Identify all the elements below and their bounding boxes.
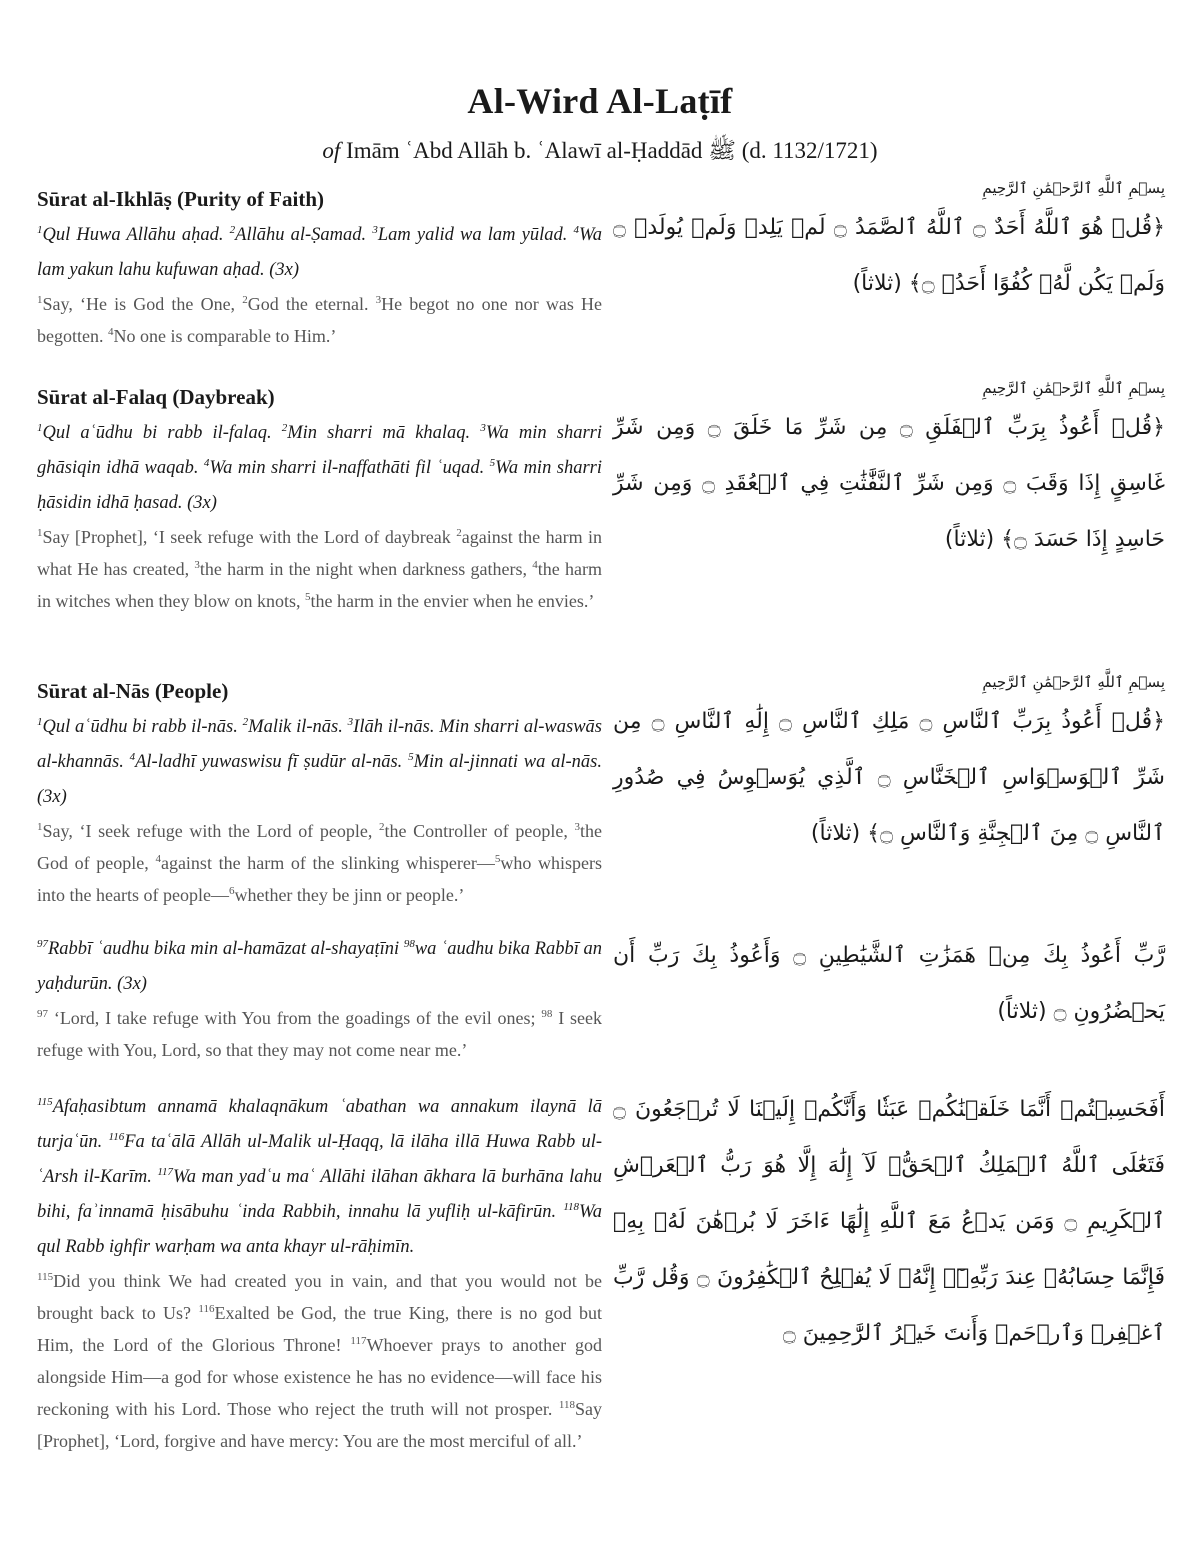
translation-verse: Whoever prays to another god alongside Him—a god for whose existence he has no evidence—will face his reckoning with his Lord. Those who reject the truth will not prosper. (37, 1335, 602, 1419)
verse-number: 2 (229, 223, 236, 236)
translation-verse: against the harm in what He has created, (37, 527, 603, 579)
translation-verse: Say, ‘He is God the One, (42, 294, 243, 314)
translit-verse: Min sharri mā khalaq. (287, 423, 481, 443)
transliteration (37, 1090, 602, 1265)
section-falaq-left (37, 382, 602, 617)
translation-verse: I seek refuge with You, Lord, so that they may not come near me.’ (37, 1008, 602, 1060)
translation (37, 815, 602, 911)
verse-number: 5 (304, 591, 311, 603)
translit-verse: Wa man yadʿu maʿ Allāhi ilāhan ākhara lā burhāna lahu bihi, faʾinnamā ḥisābuhu ʿinda Rabbih, innahu lā yufliḥ ul-kāfirūn. (37, 1167, 602, 1222)
verse-number: 117 (350, 1335, 367, 1347)
transliteration (37, 932, 602, 1002)
verse-number: 3 (574, 821, 580, 833)
arabic-text: رَّبِّ أَعُوذُ بِكَ مِنۡ هَمَزَٰتِ ٱلشَّيَٰطِينِ ۝ وَأَعُوذُ بِكَ رَبِّ أَن يَحۡضُرُونِ ۝ (ثلاثاً) (613, 943, 1166, 1024)
transliteration (37, 218, 602, 288)
translation-verse: Did you think We had created you in vain, and that you would not be brought back to Us? (37, 1271, 602, 1323)
translation (37, 1265, 602, 1457)
basmala: بِسۡمِ ٱللَّهِ ٱلرَّحۡمَٰنِ ٱلرَّحِيمِ (982, 379, 1165, 397)
verse-number: 98 (403, 937, 415, 950)
verse-number: 3 (480, 421, 486, 434)
translit-verse: Wa qul Rabb ighfir warḥam wa anta khayr ul-rāḥimīn. (37, 1202, 602, 1257)
verse-number: 2 (281, 421, 288, 434)
section-heading: Sūrat al-Ikhlāṣ (Purity of Faith) (37, 187, 325, 211)
verse-number: 3 (194, 559, 200, 571)
verse-number: 116 (108, 1130, 125, 1143)
translit-verse: Qul aʿūdhu bi rabb il-falaq. (42, 423, 282, 443)
verse-number: 98 (541, 1008, 553, 1020)
translation-verse: No one is comparable to Him.’ (113, 326, 337, 346)
verse-number: 2 (242, 294, 248, 306)
translation-verse: Say, ‘I seek refuge with the Lord of people, (42, 821, 379, 841)
translation (37, 288, 602, 352)
verse-number: 5 (494, 853, 501, 865)
verse-number: 2 (378, 821, 385, 833)
section-ikhlas-left (37, 184, 602, 352)
translation-verse: the Controller of people, (384, 821, 575, 841)
section-97-98-left (37, 932, 602, 1066)
subtitle-of: of (322, 138, 341, 163)
section-97-98-right (613, 928, 1165, 1040)
verse-number: 4 (532, 559, 538, 571)
translation-verse: whether they be jinn or people.’ (234, 885, 465, 905)
section-115-118-right (613, 1082, 1165, 1362)
translit-verse: Lam yalid wa lam yūlad. (377, 225, 574, 245)
translation-verse: the harm in the envier when he envies.’ (310, 591, 595, 611)
verse-number: 4 (155, 853, 161, 865)
verse-number: 4 (107, 326, 114, 338)
translation-verse: Say [Prophet], ‘I seek refuge with the Lord of daybreak (42, 527, 457, 547)
translation-verse: Exalted be God, the true King, there is no god but Him, the Lord of the Glorious Throne! (37, 1303, 603, 1355)
arabic-text: أَفَحَسِبۡتُمۡ أَنَّمَا خَلَقۡنَٰكُمۡ عَبَثٗا وَأَنَّكُمۡ إِلَيۡنَا لَا تُرۡجَعُونَ ۝ فَتَعَٰلَى ٱللَّهُ ٱلۡمَلِكُ ٱلۡحَقُّۖ لَآ إِلَٰهَ إِلَّا هُوَ رَبُّ ٱلۡعَرۡشِ ٱلۡكَرِيمِ ۝ وَمَن يَدۡعُ مَعَ ٱللَّهِ إِلَٰهًا ءَاخَرَ لَا بُرۡهَٰنَ لَهُۥ بِهِۦ فَإِنَّمَا حِسَابُهُۥ عِندَ رَبِّهِۦٓۚ إِنَّهُۥ لَا يُفۡلِحُ ٱلۡكَٰفِرُونَ ۝ وَقُل رَّبِّ ٱغۡفِرۡ وَٱرۡحَمۡ وَأَنتَ خَيۡرُ ٱلرَّٰحِمِينَ ۝ (613, 1097, 1166, 1346)
translit-verse: Wa lam yakun lahu kufuwan aḥad. (3x) (37, 225, 602, 280)
verse-number: 118 (558, 1399, 575, 1411)
arabic-text: ﴿قُلۡ أَعُوذُ بِرَبِّ ٱلۡفَلَقِ ۝ مِن شَرِّ مَا خَلَقَ ۝ وَمِن شَرِّ غَاسِقٍ إِذَا وَقَبَ ۝ وَمِن شَرِّ ٱلنَّفَّٰثَٰتِ فِي ٱلۡعُقَدِ ۝ وَمِن شَرِّ حَاسِدٍ إِذَا حَسَدَ ۝﴾ (ثلاثاً) (613, 415, 1166, 552)
translit-verse: Al-ladhī yuwaswisu fī ṣudūr al-nās. (135, 752, 409, 772)
translit-verse: Wa min sharri ḥāsidin idhā ḥasad. (3x) (37, 458, 602, 513)
translation-verse: the harm in the night when darkness gathers, (199, 559, 533, 579)
transliteration (37, 416, 602, 521)
translit-verse: Qul aʿūdhu bi rabb il-nās. (42, 717, 243, 737)
verse-number: 1 (37, 421, 43, 434)
translit-verse: Malik il-nās. (248, 717, 348, 737)
verse-number: 1 (37, 821, 43, 833)
section-heading: Sūrat al-Nās (People) (37, 679, 229, 703)
verse-number: 2 (456, 527, 462, 539)
verse-number: 6 (228, 885, 235, 897)
section-ikhlas-right (613, 176, 1165, 312)
section-heading: Sūrat al-Falaq (Daybreak) (37, 385, 275, 409)
verse-number: 3 (375, 294, 382, 306)
verse-number: 1 (37, 294, 43, 306)
page-subtitle (0, 136, 1200, 170)
verse-number: 116 (198, 1303, 215, 1315)
verse-number: 3 (372, 223, 378, 236)
translit-verse: Allāhu al-Ṣamad. (235, 225, 373, 245)
basmala: بِسۡمِ ٱللَّهِ ٱلرَّحۡمَٰنِ ٱلرَّحِيمِ (982, 179, 1165, 197)
verse-number: 97 (37, 937, 48, 950)
translation-verse: Say [Prophet], ‘Lord, forgive and have mercy: You are the most merciful of all.’ (37, 1399, 602, 1451)
translation-verse: God the eternal. (247, 294, 376, 314)
translation-verse: who whispers into the hearts of people— (37, 853, 602, 905)
translation-verse: ‘Lord, I take refuge with You from the goadings of the evil ones; (48, 1008, 542, 1028)
translation-verse: against the harm of the slinking whisperer— (160, 853, 495, 873)
verse-number: 1 (37, 223, 43, 236)
transliteration (37, 710, 602, 815)
translit-verse: Min al-jinnati wa al-nās. (3x) (37, 752, 602, 807)
arabic-text: ﴿قُلۡ أَعُوذُ بِرَبِّ ٱلنَّاسِ ۝ مَلِكِ ٱلنَّاسِ ۝ إِلَٰهِ ٱلنَّاسِ ۝ مِن شَرِّ ٱلۡوَسۡوَاسِ ٱلۡخَنَّاسِ ۝ ٱلَّذِي يُوَسۡوِسُ فِي صُدُورِ ٱلنَّاسِ ۝ مِنَ ٱلۡجِنَّةِ وَٱلنَّاسِ ۝﴾ (ثلاثاً) (613, 709, 1165, 846)
verse-number: 3 (347, 715, 354, 728)
verse-number: 118 (563, 1200, 580, 1213)
translation (37, 521, 602, 617)
translation-verse: the harm in witches when they blow on knots, (37, 559, 602, 611)
verse-number: 5 (489, 456, 496, 469)
verse-number: 4 (129, 750, 136, 763)
translation-verse: He begot no one nor was He begotten. (37, 294, 603, 346)
translit-verse: Wa min sharri il-naffathāti fil ʿuqad. (209, 458, 490, 478)
verse-number: 1 (37, 527, 43, 539)
arabic-text: ﴿قُلۡ هُوَ ٱللَّهُ أَحَدٌ ۝ ٱللَّهُ ٱلصَّمَدُ ۝ لَمۡ يَلِدۡ وَلَمۡ يُولَدۡ ۝ وَلَمۡ يَكُن لَّهُۥ كُفُوًا أَحَدُۢ ۝﴾ (ثلاثاً) (613, 215, 1165, 296)
verse-number: 4 (573, 223, 580, 236)
page-title: Al-Wird Al-Laṭīf (467, 81, 733, 121)
verse-number: 5 (408, 750, 414, 763)
translit-verse: Wa min sharri ghāsiqin idhā waqab. (37, 423, 603, 478)
verse-number: 115 (37, 1095, 53, 1108)
section-falaq-right (613, 376, 1165, 568)
verse-number: 117 (157, 1165, 174, 1178)
section-nas-right (613, 670, 1165, 862)
verse-number: 2 (242, 715, 249, 728)
verse-number: 4 (203, 456, 210, 469)
translit-verse: Fa taʿālā Allāh ul-Malik ul-Ḥaqq, lā ilāha illā Huwa Rabb ul-ʿArsh il-Karīm. (37, 1132, 602, 1187)
subtitle-author: Imām ʿAbd Allāh b. ʿAlawī al-Ḥaddād ﷺ (d. 1132/1721) (340, 138, 878, 163)
section-nas-left (37, 676, 602, 911)
translit-verse: Rabbī ʿaudhu bika min al-hamāzat al-shayaṭīni (48, 939, 404, 959)
translation-verse: the God of people, (37, 821, 602, 873)
basmala: بِسۡمِ ٱللَّهِ ٱلرَّحۡمَٰنِ ٱلرَّحِيمِ (982, 673, 1165, 691)
verse-number: 97 (37, 1008, 48, 1020)
translation (37, 1002, 602, 1066)
translit-verse: Ilāh il-nās. Min sharri al-waswās al-khannās. (37, 717, 603, 772)
translit-verse: wa ʿaudhu bika Rabbī an yaḥdurūn. (3x) (37, 939, 602, 994)
translit-verse: Qul Huwa Allāhu aḥad. (42, 225, 230, 245)
verse-number: 115 (37, 1271, 54, 1283)
translit-verse: Afaḥasibtum annamā khalaqnākum ʿabathan wa annakum ilaynā lā turjaʿūn. (37, 1097, 602, 1152)
section-115-118-left (37, 1090, 602, 1457)
verse-number: 1 (37, 715, 43, 728)
